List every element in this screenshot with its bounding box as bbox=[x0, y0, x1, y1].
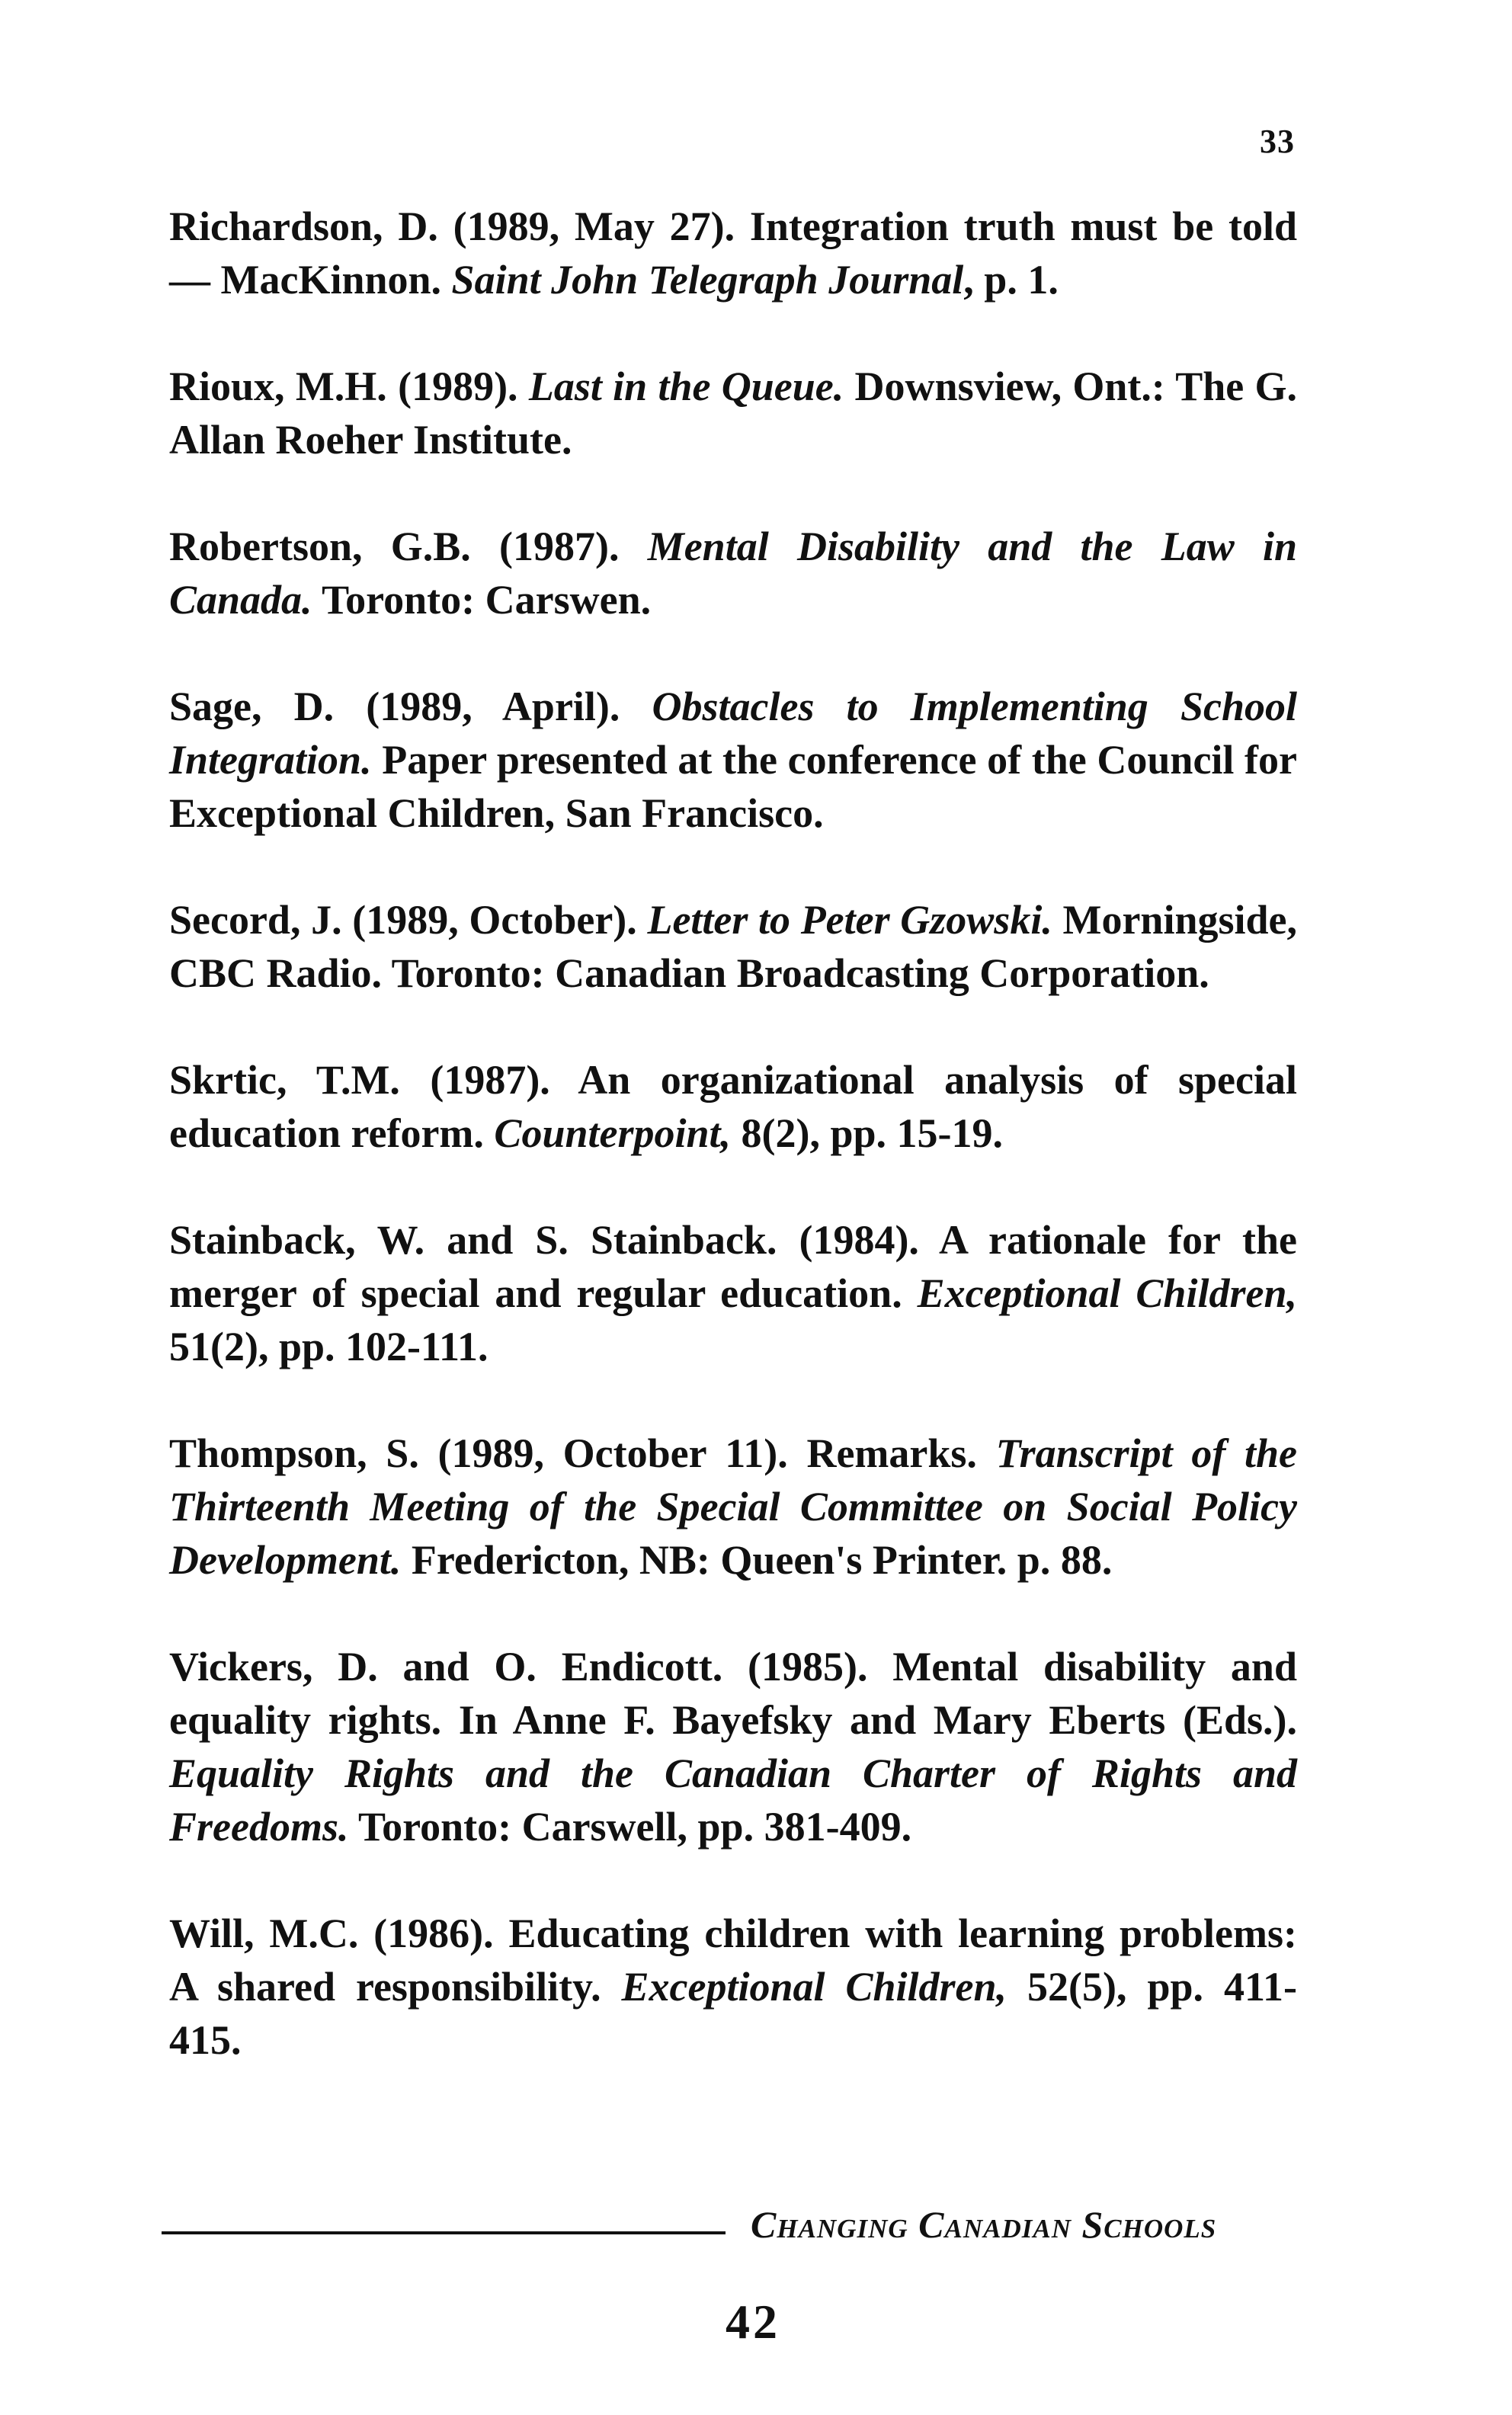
reference-text: 8(2), pp. 15-19. bbox=[731, 1110, 1004, 1156]
reference-entry bbox=[169, 1907, 1297, 2067]
reference-text: Toronto: Carswen. bbox=[312, 577, 652, 623]
reference-text: Vickers, D. and O. Endicott. (1985). Mental disability and equality rights. In Anne F. Bayefsky and Mary Eberts (Eds.). bbox=[169, 1644, 1297, 1743]
reference-entry bbox=[169, 520, 1297, 626]
reference-entry bbox=[169, 1213, 1297, 1373]
reference-text: Rioux, M.H. (1989). bbox=[169, 364, 529, 409]
reference-title: Last in the Queue. bbox=[528, 364, 844, 409]
reference-entry bbox=[169, 1427, 1297, 1587]
reference-text: Stainback, W. and S. Stainback. (1984). A rationale for the merger of special and regular education. bbox=[169, 1217, 1297, 1316]
page-number: 33 bbox=[1260, 123, 1295, 160]
reference-entry bbox=[169, 1053, 1297, 1160]
running-footer-title: Changing Canadian Schools bbox=[751, 2203, 1217, 2246]
reference-text: 51(2), pp. 102-111. bbox=[169, 1324, 489, 1369]
reference-entry bbox=[169, 200, 1297, 306]
reference-title: Saint John Telegraph Journal bbox=[451, 257, 964, 303]
reference-title: Exceptional Children, bbox=[917, 1270, 1297, 1316]
reference-list bbox=[169, 200, 1297, 2120]
reference-text: Skrtic, T.M. (1987). An organizational analysis of special education reform. bbox=[169, 1057, 1297, 1156]
reference-title: Transcript of the Thirteenth Meeting of the Special Committee on Social Policy Development. bbox=[169, 1430, 1297, 1583]
reference-title: Letter to Peter Gzowski. bbox=[647, 897, 1052, 943]
reference-text: Morningside, CBC Radio. Toronto: Canadian Broadcasting Corporation. bbox=[169, 897, 1297, 996]
reference-text: Toronto: Carswell, pp. 381-409. bbox=[348, 1804, 912, 1850]
reference-text: Secord, J. (1989, October). bbox=[169, 897, 648, 943]
reference-entry bbox=[169, 360, 1297, 466]
reference-text: Will, M.C. (1986). Educating children with learning problems: A shared responsibility. bbox=[169, 1911, 1297, 2010]
reference-text: Thompson, S. (1989, October 11). Remarks. bbox=[169, 1430, 996, 1476]
reference-title: Counterpoint, bbox=[494, 1110, 732, 1156]
footer-page-mark: 42 bbox=[726, 2295, 780, 2349]
reference-title: Exceptional Children, bbox=[621, 1964, 1007, 2010]
reference-title: Mental Disability and the Law in Canada. bbox=[169, 524, 1297, 623]
reference-title: Obstacles to Implementing School Integration. bbox=[169, 684, 1297, 783]
reference-entry bbox=[169, 1640, 1297, 1853]
reference-text: 52(5), pp. 411-415. bbox=[169, 1964, 1297, 2063]
footer-rule bbox=[162, 2231, 726, 2234]
reference-text: Downsview, Ont.: The G. Allan Roeher Institute. bbox=[169, 364, 1298, 463]
reference-text: Richardson, D. (1989, May 27). Integration truth must be told — MacKinnon. bbox=[169, 203, 1297, 303]
reference-entry bbox=[169, 893, 1297, 1000]
reference-entry bbox=[169, 680, 1297, 840]
reference-title: Equality Rights and the Canadian Charter of Rights and Freedoms. bbox=[169, 1750, 1297, 1850]
reference-text: Fredericton, NB: Queen's Printer. p. 88. bbox=[401, 1537, 1113, 1583]
reference-text: Paper presented at the conference of the Council for Exceptional Children, San Francisco. bbox=[169, 737, 1297, 836]
reference-text: , p. 1. bbox=[963, 257, 1059, 303]
reference-text: Robertson, G.B. (1987). bbox=[169, 524, 648, 569]
reference-text: Sage, D. (1989, April). bbox=[169, 684, 652, 729]
